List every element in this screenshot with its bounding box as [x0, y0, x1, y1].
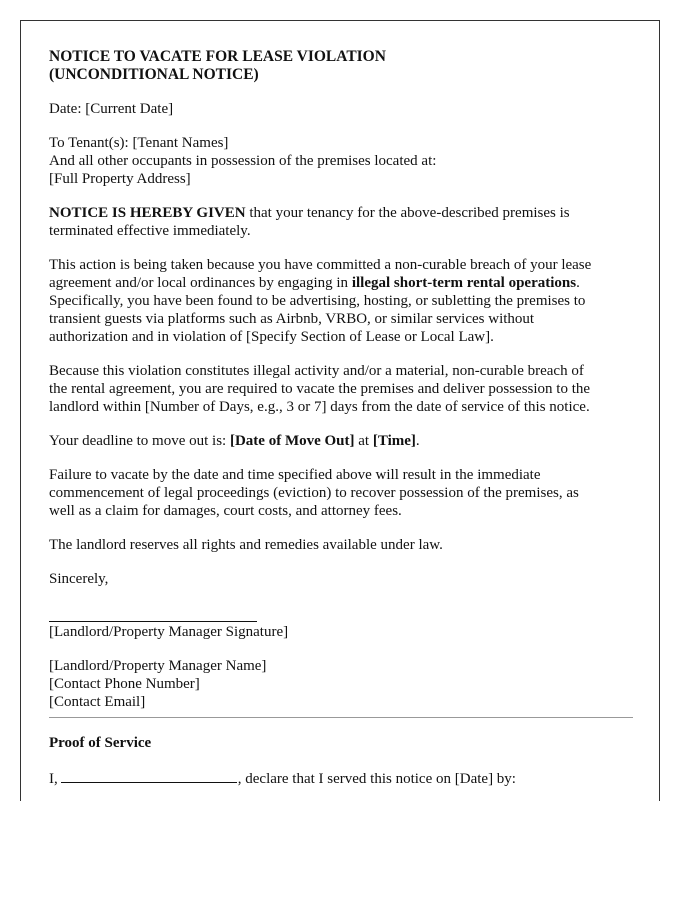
contact-email: [Contact Email]	[49, 694, 146, 710]
declaration-post: , declare that I served this notice on [Date] by:	[237, 771, 516, 787]
deadline-paragraph	[49, 432, 633, 450]
reason-line-2	[49, 274, 633, 292]
notice-given-bold: NOTICE IS HEREBY GIVEN	[49, 205, 246, 221]
occupants-line: And all other occupants in possession of the premises located at:	[49, 153, 437, 169]
deadline-post: .	[415, 433, 420, 449]
deadline-mid: at	[354, 433, 373, 449]
signature-label: [Landlord/Property Manager Signature]	[49, 624, 289, 640]
requirement-line-2: the rental agreement, you are required to vacate the premises and deliver possession to the	[49, 381, 591, 397]
proof-declaration	[49, 768, 633, 788]
contact-block	[49, 657, 633, 711]
notice-given-line-2: terminated effective immediately.	[49, 223, 251, 239]
reason-line-3: Specifically, you have been found to be advertising, hosting, or subletting the premises to	[49, 293, 586, 309]
date-line	[49, 100, 633, 118]
requirement-line-1: Because this violation constitutes illegal activity and/or a material, non-curable breach of	[49, 363, 584, 379]
consequences-line-3: well as a claim for damages, court costs, and attorney fees.	[49, 503, 402, 519]
proof-of-service-heading	[49, 734, 633, 752]
reason-line-4: transient guests via platforms such as Airbnb, VRBO, or similar services without	[49, 311, 535, 327]
property-address: [Full Property Address]	[49, 171, 191, 187]
document-page	[20, 20, 660, 801]
section-divider	[49, 717, 633, 718]
reason-line-5: authorization and in violation of [Specify Section of Lease or Local Law].	[49, 329, 494, 345]
requirement-paragraph	[49, 362, 633, 416]
notice-given-line-1	[49, 204, 633, 222]
signature-block	[49, 604, 633, 641]
reason-paragraph	[49, 256, 633, 346]
title-line-1: NOTICE TO VACATE FOR LEASE VIOLATION	[49, 48, 386, 65]
signature-line	[49, 604, 257, 622]
requirement-line-3: landlord within [Number of Days, e.g., 3 or 7] days from the date of service of this notice.	[49, 399, 590, 415]
deadline-pre: Your deadline to move out is:	[49, 433, 230, 449]
server-name-blank	[61, 768, 237, 783]
title-line-2: (UNCONDITIONAL NOTICE)	[49, 66, 259, 83]
date-text: Date: [Current Date]	[49, 101, 174, 117]
deadline-date: [Date of Move Out]	[229, 433, 355, 449]
closing-paragraph	[49, 570, 633, 588]
contact-name: [Landlord/Property Manager Name]	[49, 658, 267, 674]
closing-text: Sincerely,	[49, 571, 109, 587]
recipients-block	[49, 134, 633, 188]
declaration-pre: I,	[49, 771, 58, 787]
reservation-text: The landlord reserves all rights and remedies available under law.	[49, 537, 443, 553]
declaration-line	[49, 768, 633, 788]
reason-bold-violation: illegal short-term rental operations	[351, 275, 577, 291]
reason-line-1: This action is being taken because you have committed a non-curable breach of your lease	[49, 257, 592, 273]
consequences-line-1: Failure to vacate by the date and time specified above will result in the immediate	[49, 467, 541, 483]
consequences-line-2: commencement of legal proceedings (eviction) to recover possession of the premises, as	[49, 485, 579, 501]
document-content	[49, 48, 633, 801]
deadline-time: [Time]	[372, 433, 416, 449]
notice-given-rest: that your tenancy for the above-described premises is	[245, 205, 570, 221]
proof-heading-text: Proof of Service	[49, 735, 152, 751]
reason-line-2-pre: agreement and/or local ordinances by engaging in	[49, 275, 352, 291]
to-tenants: To Tenant(s): [Tenant Names]	[49, 135, 229, 151]
document-title	[49, 48, 633, 84]
deadline-line	[49, 432, 633, 450]
notice-given-paragraph	[49, 204, 633, 240]
reservation-paragraph	[49, 536, 633, 554]
consequences-paragraph	[49, 466, 633, 520]
reason-line-2-post: .	[576, 275, 580, 291]
contact-phone: [Contact Phone Number]	[49, 676, 200, 692]
